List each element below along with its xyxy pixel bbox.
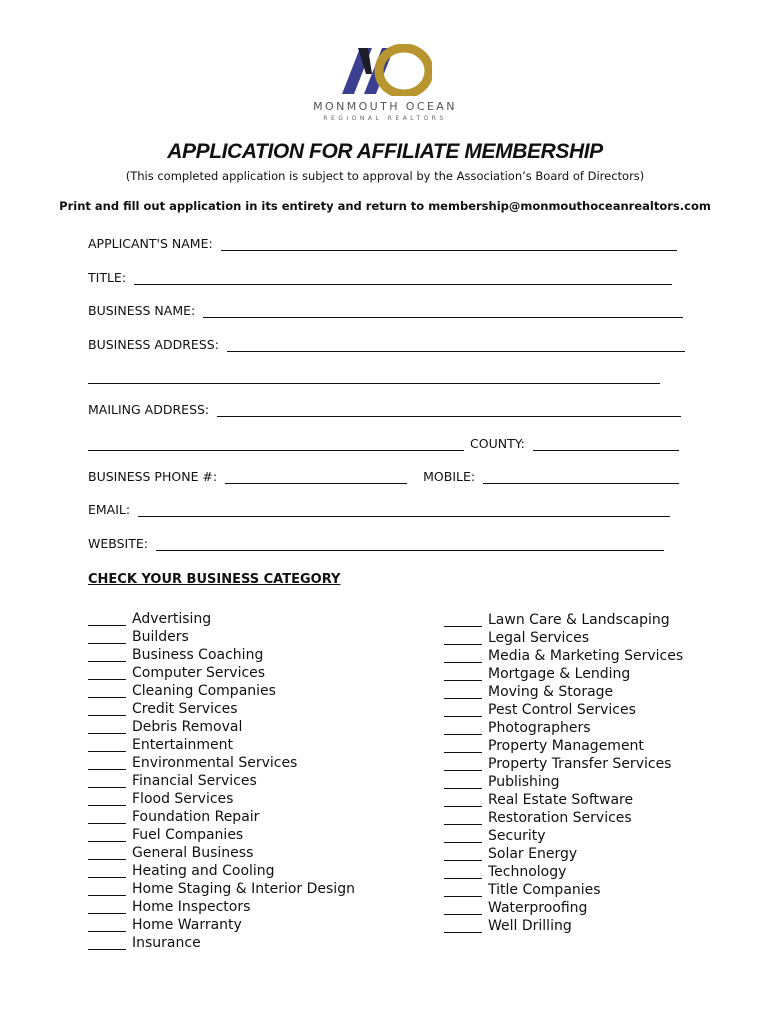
category-label: Foundation Repair <box>132 809 260 825</box>
category-check-blank[interactable] <box>444 668 482 681</box>
category-item <box>444 791 683 809</box>
website-label: WEBSITE: <box>88 536 148 551</box>
category-item <box>88 682 355 700</box>
category-item <box>88 700 355 718</box>
category-label: Restoration Services <box>488 810 632 826</box>
category-label: Legal Services <box>488 630 590 646</box>
category-label: Media & Marketing Services <box>488 648 684 664</box>
applicant-name-field <box>88 236 677 251</box>
category-check-blank[interactable] <box>444 776 482 789</box>
category-label: Flood Services <box>132 791 234 807</box>
mobile-line[interactable] <box>483 471 679 484</box>
category-item <box>444 665 683 683</box>
email-field <box>88 502 670 517</box>
category-check-blank[interactable] <box>444 830 482 843</box>
category-check-blank[interactable] <box>88 667 126 680</box>
category-check-blank[interactable] <box>444 722 482 735</box>
category-check-blank[interactable] <box>88 739 126 752</box>
category-item <box>88 610 355 628</box>
category-label: Environmental Services <box>132 755 298 771</box>
category-item <box>444 719 683 737</box>
category-check-blank[interactable] <box>88 793 126 806</box>
category-label: Waterproofing <box>488 900 588 916</box>
category-label: Computer Services <box>132 665 266 681</box>
category-check-blank[interactable] <box>444 884 482 897</box>
category-label: Mortgage & Lending <box>488 666 631 682</box>
category-label: Publishing <box>488 774 560 790</box>
brand-subname: REGIONAL REALTORS <box>323 115 447 122</box>
category-check-blank[interactable] <box>88 631 126 644</box>
category-label: General Business <box>132 845 254 861</box>
mailing-address-field <box>88 402 681 417</box>
business-address-line[interactable] <box>227 339 685 352</box>
phone-field <box>88 469 679 484</box>
business-phone-line[interactable] <box>225 471 407 484</box>
category-item <box>88 790 355 808</box>
category-label: Financial Services <box>132 773 257 789</box>
category-check-blank[interactable] <box>88 649 126 662</box>
category-label: Lawn Care & Landscaping <box>488 612 670 628</box>
business-phone-label: BUSINESS PHONE #: <box>88 469 218 484</box>
category-item <box>88 664 355 682</box>
category-check-blank[interactable] <box>444 866 482 879</box>
category-label: Real Estate Software <box>488 792 634 808</box>
category-check-blank[interactable] <box>88 901 126 914</box>
category-item <box>88 808 355 826</box>
category-item <box>444 611 683 629</box>
category-item <box>88 826 355 844</box>
category-item <box>444 899 683 917</box>
category-check-blank[interactable] <box>444 650 482 663</box>
category-check-blank[interactable] <box>444 758 482 771</box>
category-label: Photographers <box>488 720 591 736</box>
category-item <box>88 862 355 880</box>
website-line[interactable] <box>156 538 664 551</box>
category-label: Pest Control Services <box>488 702 636 718</box>
category-item <box>88 736 355 754</box>
category-check-blank[interactable] <box>444 812 482 825</box>
category-check-blank[interactable] <box>88 775 126 788</box>
category-item <box>88 898 355 916</box>
category-item <box>88 844 355 862</box>
title-line[interactable] <box>134 272 672 285</box>
category-item <box>444 917 683 935</box>
category-item <box>88 916 355 934</box>
website-field <box>88 536 664 551</box>
category-check-blank[interactable] <box>88 829 126 842</box>
category-item <box>444 737 683 755</box>
category-label: Debris Removal <box>132 719 243 735</box>
category-item <box>88 628 355 646</box>
business-name-line[interactable] <box>203 305 683 318</box>
category-item <box>444 647 683 665</box>
business-address-label: BUSINESS ADDRESS: <box>88 337 219 352</box>
category-check-blank[interactable] <box>88 811 126 824</box>
email-line[interactable] <box>138 504 670 517</box>
category-check-blank[interactable] <box>88 757 126 770</box>
category-item <box>444 863 683 881</box>
category-label: Insurance <box>132 935 201 951</box>
category-label: Property Transfer Services <box>488 756 672 772</box>
category-item <box>444 809 683 827</box>
category-item <box>444 629 683 647</box>
category-label: Heating and Cooling <box>132 863 275 879</box>
category-check-blank[interactable] <box>88 919 126 932</box>
category-check-blank[interactable] <box>88 937 126 950</box>
category-check-blank[interactable] <box>444 686 482 699</box>
category-item <box>88 754 355 772</box>
category-check-blank[interactable] <box>88 883 126 896</box>
applicant-name-line[interactable] <box>221 238 677 251</box>
title-label: TITLE: <box>88 270 127 285</box>
mailing-address-line-2[interactable] <box>88 438 464 451</box>
category-label: Entertainment <box>132 737 234 753</box>
category-item <box>444 701 683 719</box>
category-item <box>444 845 683 863</box>
business-name-label: BUSINESS NAME: <box>88 303 196 318</box>
page-title: APPLICATION FOR AFFILIATE MEMBERSHIP <box>167 140 603 163</box>
category-item <box>88 934 355 952</box>
category-check-blank[interactable] <box>444 794 482 807</box>
email-label: EMAIL: <box>88 502 131 517</box>
category-check-blank[interactable] <box>88 721 126 734</box>
category-check-blank[interactable] <box>444 614 482 627</box>
business-address-field <box>88 337 685 352</box>
title-field <box>88 270 672 285</box>
business-name-field <box>88 303 683 318</box>
category-label: Solar Energy <box>488 846 578 862</box>
county-label: COUNTY: <box>470 436 525 451</box>
category-item <box>444 773 683 791</box>
category-label: Well Drilling <box>488 918 572 934</box>
return-instructions: Print and fill out application in its entirety and return to membership@monmouthoceanrealtors.com <box>59 199 711 213</box>
category-label: Builders <box>132 629 189 645</box>
category-check-blank[interactable] <box>88 865 126 878</box>
category-check-blank[interactable] <box>444 632 482 645</box>
category-label: Home Inspectors <box>132 899 251 915</box>
category-check-blank[interactable] <box>444 740 482 753</box>
category-label: Moving & Storage <box>488 684 614 700</box>
category-item <box>444 881 683 899</box>
category-label: Security <box>488 828 546 844</box>
category-label: Credit Services <box>132 701 238 717</box>
category-check-blank[interactable] <box>88 703 126 716</box>
category-item <box>444 683 683 701</box>
category-label: Fuel Companies <box>132 827 244 843</box>
brand-name: MONMOUTH OCEAN <box>313 100 457 113</box>
category-check-blank[interactable] <box>444 920 482 933</box>
category-list-left <box>88 610 355 952</box>
category-label: Advertising <box>132 611 212 627</box>
category-list-right <box>444 611 683 935</box>
category-item <box>88 772 355 790</box>
category-label: Home Staging & Interior Design <box>132 881 355 897</box>
category-heading: CHECK YOUR BUSINESS CATEGORY <box>88 572 341 587</box>
logo <box>300 44 470 124</box>
mailing-address-label: MAILING ADDRESS: <box>88 402 210 417</box>
approval-note: (This completed application is subject to approval by the Association’s Board of Directors) <box>125 169 645 183</box>
category-label: Cleaning Companies <box>132 683 276 699</box>
category-label: Home Warranty <box>132 917 242 933</box>
business-address-line-2[interactable] <box>88 371 660 384</box>
mailing-address-line[interactable] <box>217 404 681 417</box>
category-check-blank[interactable] <box>88 847 126 860</box>
category-item <box>444 827 683 845</box>
category-check-blank[interactable] <box>444 902 482 915</box>
county-line[interactable] <box>533 438 679 451</box>
business-address-line2-field <box>88 371 660 384</box>
category-check-blank[interactable] <box>88 613 126 626</box>
category-label: Property Management <box>488 738 644 754</box>
mo-logo-icon <box>338 44 432 96</box>
category-check-blank[interactable] <box>444 704 482 717</box>
category-check-blank[interactable] <box>444 848 482 861</box>
category-label: Business Coaching <box>132 647 264 663</box>
category-item <box>88 880 355 898</box>
category-label: Technology <box>488 864 567 880</box>
category-item <box>88 718 355 736</box>
category-item <box>444 755 683 773</box>
mobile-label: MOBILE: <box>423 469 476 484</box>
county-field <box>88 436 679 451</box>
category-check-blank[interactable] <box>88 685 126 698</box>
category-label: Title Companies <box>488 882 601 898</box>
applicant-name-label: APPLICANT'S NAME: <box>88 236 213 251</box>
category-item <box>88 646 355 664</box>
